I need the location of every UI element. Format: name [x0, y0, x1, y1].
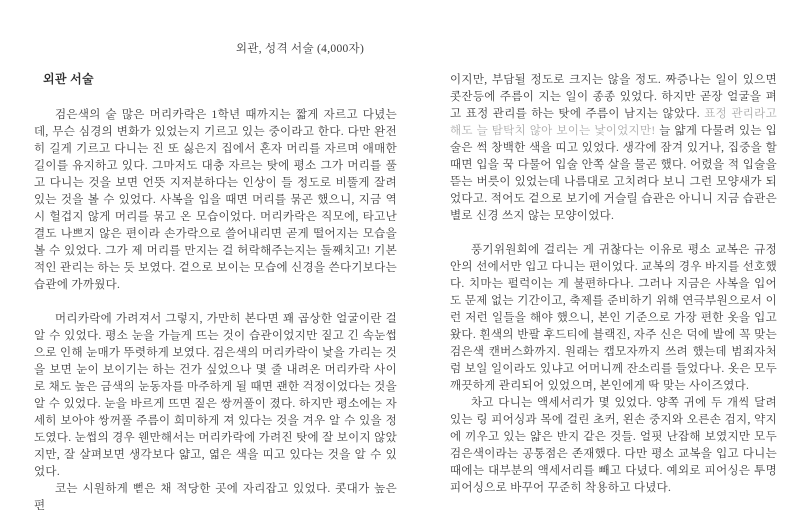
- text-segment: 이지만, 부담될 정도로 크지는 않을 정도. 짜증나는 일이 있으면 콧잔등에 주름이 지는 일이 종종 있었다. 하지만 곧장 얼굴을 펴고 표정 관리를 하는 탓에 주름이 남지는 않았다.: [450, 74, 777, 120]
- paragraph-nose-start: 코는 시원하게 뻗은 채 적당한 곳에 자리잡고 있었다. 콧대가 높은 편: [34, 483, 397, 512]
- document-title: 외관, 성격 서술 (4,000자): [235, 43, 365, 55]
- paragraph-accessories: 차고 다니는 액세서리가 몇 있었다. 양쪽 귀에 두 개씩 달려 있는 링 피어싱과 목에 걸린 초커, 왼손 중지와 오른손 검지, 약지에 끼우고 있는 얇은 반지 같은 것들. 얼핏 난잡해 보였지만 모두 검은색이라는 공통점은 존재했다. 다만 평소 교복을 입고 다니는 때에는 대부분의 액세서리를 빼고 다녔다. 예외로 피어싱은 투명 피어싱으로 바꾸어 꾸준히 착용하고 다녔다.: [450, 397, 777, 494]
- paragraph-face-eyes: 머리카락에 가려져서 그렇지, 가만히 본다면 꽤 곱상한 얼굴이란 걸 알 수 있었다. 평소 눈을 가늘게 뜨는 것이 습관이었지만 짙고 긴 속눈썹으로 인해 눈매가 뚜렷하게 보였다. 검은색의 머리카락이 낯을 가리는 것을 보면 눈이 보이기는 하는 건가 싶었으나 몇 줄 내려온 머리카락 사이로 채도 높은 금색의 눈동자를 마주하게 될 때면 괜한 걱정이었다는 것을 알 수 있었다. 눈을 바르게 뜨면 짙은 쌍꺼풀이 졌다. 하지만 평소에는 자세히 보아야 쌍꺼풀 주름이 희미하게 져 있다는 것을 겨우 알 수 있을 정도였다. 눈썹의 경우 웬만해서는 머리카락에 가려진 탓에 잘 보이지 않았지만, 잘 살펴보면 생각보다 얇고, 엷은 색을 띠고 있다는 것을 알 수 있었다.: [34, 313, 397, 478]
- text-segment: 늘 얇게 다물려 있는 입술은 썩 창백한 색을 띠고 있었다. 생각에 잠겨 있거나, 집중을 할 때면 입을 꾹 다물어 입술 안쪽 살을 물곤 했다. 어렸을 적 입술을 뜯는 버릇이 있었는데 나름대로 고치려다 보니 그런 모양새가 되었다고. 적어도 겉으로 보기에 거슬릴 습관은 아니니 지금 습관은 별로 신경 쓰지 않는 모양이었다.: [450, 125, 778, 222]
- paragraph-hair: 검은색의 숱 많은 머리카락은 1학년 때까지는 짧게 자르고 다녔는데, 무슨 심경의 변화가 있었는지 기르고 있는 중이라고 한다. 다만 완전히 길게 기르고 다니는 진 또 싫은지 집에서 혼자 머리를 자르며 애매한 길이를 유지하고 있다. 그마저도 대충 자르는 탓에 평소 그가 머리를 풀고 다니는 것을 보면 언뜻 지저분하다는 인상이 들 정도로 비뚤게 잘려 있는 것을 볼 수 있었다. 사복을 입을 때면 머리를 묶곤 했으니, 지금 역시 헐겁지 않게 머리를 묶고 온 모습이었다. 머리카락은 직모에, 타고난 결도 나쁘지 않은 편이라 손가락으로 쓸어내리면 곧게 떨어지는 모습을 볼 수 있었다. 그가 제 머리를 만지는 걸 허락해주는지는 둘째치고! 기본적인 관리는 하는 듯 보였다. 겉으로 보이는 모습에 신경을 쓴다기보다는 습관에 가까웠다.: [34, 109, 397, 291]
- muted-text-segment: 표정 관리라고 해도 늘 탐탁치 않아 보이는 낯이었지만!: [450, 108, 777, 137]
- section-heading-appearance: 외관 서술: [43, 72, 94, 86]
- left-column: [34, 71, 397, 511]
- right-column: [450, 72, 777, 512]
- paragraph-clothing: 풍기위원회에 걸리는 게 귀찮다는 이유로 평소 교복은 규정 안의 선에서만 입고 다니는 편이었다. 교복의 경우 바지를 선호했다. 치마는 펄럭이는 게 불편하다나. 그러나 지금은 사복을 입어도 문제 없는 기간이고, 축제를 준비하기 위해 연극부원으로서 이런 저런 일들을 해야 했으니, 본인 기준으로 가장 편한 옷을 입고 왔다. 흰색의 반팔 후드티에 블랙진, 자주 신은 덕에 발에 꼭 맞는 검은색 캔버스화까지. 원래는 캡모자까지 쓰려 했는데 범죄자처럼 보일 일이라도 있냐고 어머니께 잔소리를 들었다나. 옷은 모두 깨끗하게 관리되어 있었으며, 본인에게 딱 맞는 사이즈였다.: [450, 244, 777, 392]
- paragraph-nose-mouth: [450, 72, 777, 225]
